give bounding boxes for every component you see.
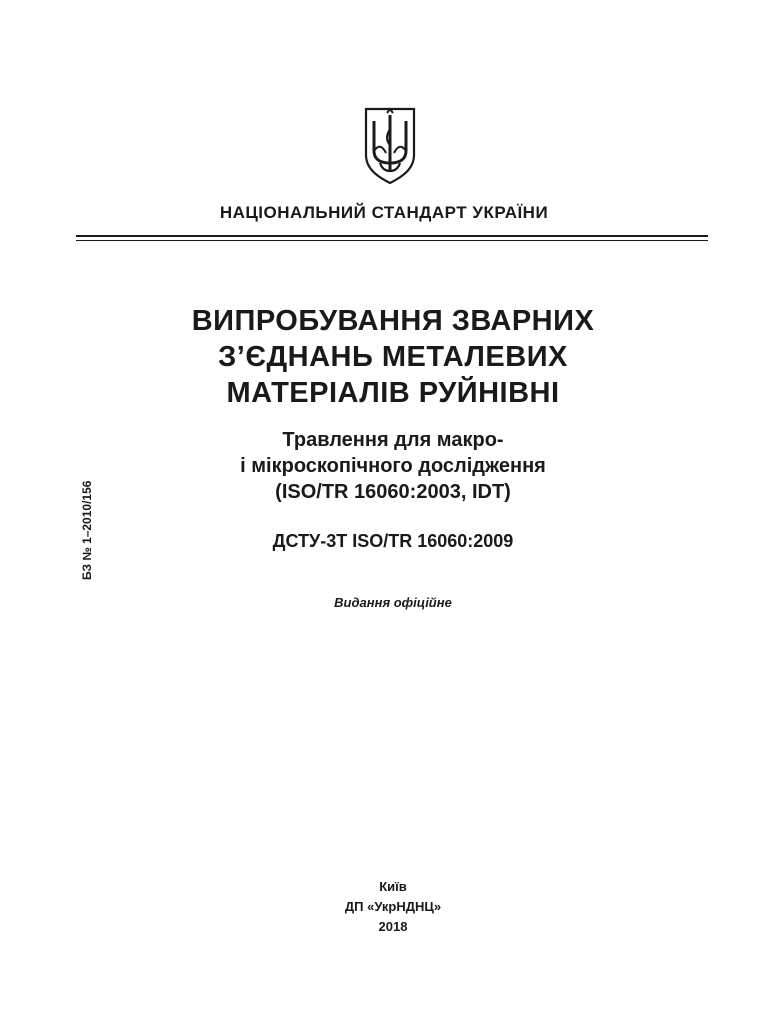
title-line: З’ЄДНАНЬ МЕТАЛЕВИХ [218, 341, 568, 373]
standard-designation: ДСТУ-3Т ISO/TR 16060:2009 [272, 531, 514, 551]
side-bulletin-label: БЗ № 1–2010/156 [80, 480, 94, 580]
edition-label: Видання офіційне [334, 595, 452, 610]
header-divider-thin [76, 240, 708, 241]
footer-city: Київ [379, 879, 407, 894]
subtitle-line: і мікроскопічного дослідження [240, 455, 546, 477]
document-title [0, 303, 768, 411]
footer-publisher: ДП «УкрНДНЦ» [344, 899, 442, 914]
title-line: ВИПРОБУВАННЯ ЗВАРНИХ [191, 305, 595, 337]
trident-coat-of-arms-icon [360, 105, 420, 185]
subtitle-line: Травлення для макро- [282, 429, 504, 451]
publisher-footer [0, 877, 768, 937]
subtitle-line: (ISO/TR 16060:2003, IDT) [275, 481, 511, 503]
header-divider-thick [76, 235, 708, 237]
document-subtitle [0, 427, 768, 505]
footer-year: 2018 [378, 919, 408, 934]
title-line: МАТЕРІАЛІВ РУЙНІВНІ [226, 377, 560, 409]
organization-name: НАЦІОНАЛЬНИЙ СТАНДАРТ УКРАЇНИ [219, 203, 549, 222]
